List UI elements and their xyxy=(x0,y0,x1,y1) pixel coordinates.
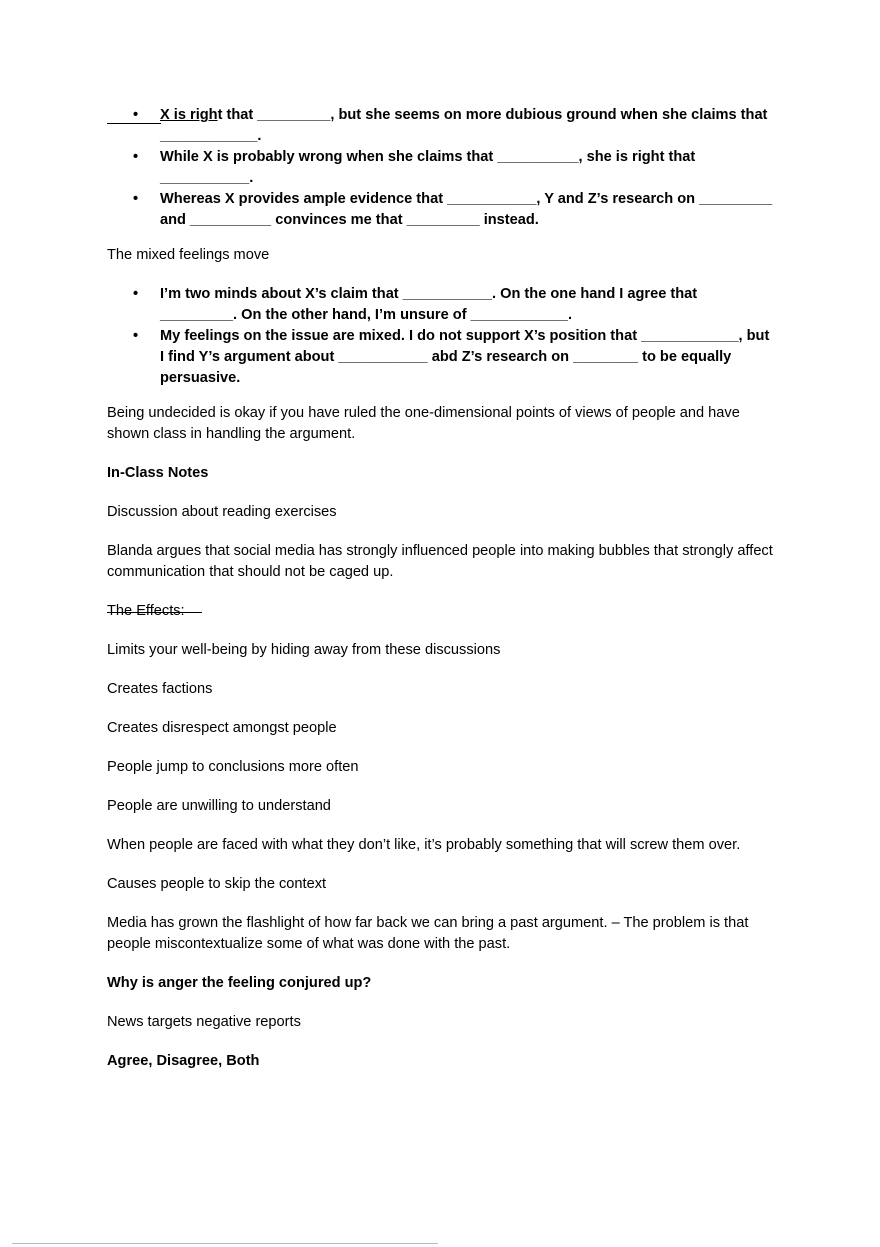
discussion-paragraph: Discussion about reading exercises xyxy=(107,504,337,520)
list-item-text: Whereas X provides ample evidence that ___________, Y and Z’s research on _________ and __________ convinces me that _________ instead. xyxy=(160,191,773,228)
mixed-feelings-heading: The mixed feelings move xyxy=(107,247,270,263)
effects-heading-text: The Effects: xyxy=(107,603,185,619)
bullet-icon: • xyxy=(133,191,139,207)
underlined-text: X is righ xyxy=(160,107,218,123)
news-paragraph: News targets negative reports xyxy=(107,1014,301,1030)
list-item-text: I’m two minds about X’s claim that ___________. On the one hand I agree that _________. On the other hand, I’m unsure of ____________. xyxy=(160,286,698,323)
list-item-text: My feelings on the issue are mixed. I do not support X’s position that ____________, but I find Y’s argument about ___________ abd Z’s research on ________ to be equally persuasive. xyxy=(160,328,770,386)
list-item xyxy=(107,326,775,389)
effect-item: Causes people to skip the context xyxy=(107,876,327,892)
bullet-icon: • xyxy=(133,328,139,344)
bullet-icon: • xyxy=(133,149,139,165)
blanda-paragraph: Blanda argues that social media has strongly influenced people into making bubbles that strongly affect communication that should not be caged up. xyxy=(107,543,773,580)
anger-heading: Why is anger the feeling conjured up? xyxy=(107,975,372,991)
agree-heading: Agree, Disagree, Both xyxy=(107,1053,260,1069)
struck-text xyxy=(107,601,185,622)
bullet-icon: • xyxy=(133,286,139,302)
effect-item: People are unwilling to understand xyxy=(107,798,331,814)
effect-item: Limits your well-being by hiding away from these discussions xyxy=(107,642,501,658)
list-item xyxy=(107,284,775,326)
in-class-notes-heading: In-Class Notes xyxy=(107,465,209,481)
effect-item: People jump to conclusions more often xyxy=(107,759,359,775)
strikethrough-line xyxy=(107,612,202,613)
list-item xyxy=(107,105,775,147)
effects-heading xyxy=(107,601,775,622)
list-item xyxy=(107,147,775,189)
footnote-separator xyxy=(12,1243,438,1244)
document-page xyxy=(107,105,775,1090)
effect-item: Creates factions xyxy=(107,681,213,697)
effect-item: Creates disrespect amongst people xyxy=(107,720,337,736)
bullet-icon: • xyxy=(133,107,139,123)
template-list-one xyxy=(107,105,775,231)
template-list-two xyxy=(107,284,775,389)
list-item-text: t that _________, but she seems on more dubious ground when she claims that ____________. xyxy=(160,107,768,144)
effect-item: Media has grown the flashlight of how far back we can bring a past argument. – The problem is that people miscontextualize some of what was done with the past. xyxy=(107,915,749,952)
list-item xyxy=(107,189,775,231)
effect-item: When people are faced with what they don’t like, it’s probably something that will screw them over. xyxy=(107,837,741,853)
list-item-text: While X is probably wrong when she claims that __________, she is right that ___________. xyxy=(160,149,696,186)
undecided-paragraph: Being undecided is okay if you have ruled the one-dimensional points of views of people and have shown class in handling the argument. xyxy=(107,405,740,442)
